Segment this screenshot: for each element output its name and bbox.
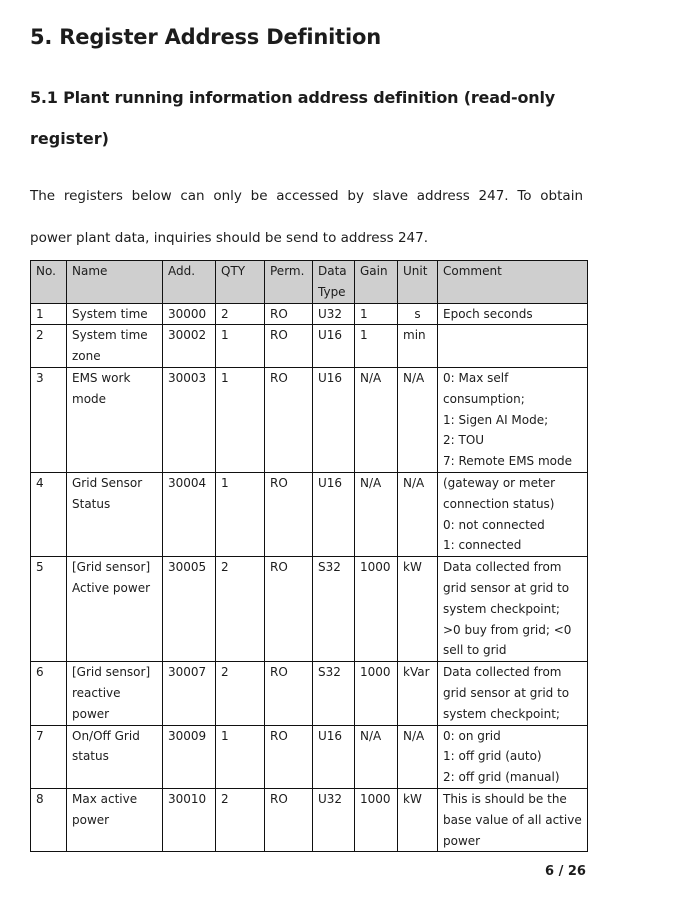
register-table — [30, 260, 588, 852]
cell-data-type: S32 — [313, 557, 355, 662]
cell-data-type: U16 — [313, 472, 355, 556]
cell-unit: kVar — [398, 662, 438, 725]
cell-unit: min — [398, 325, 438, 368]
cell-comment: Data collected from grid sensor at grid to system checkpoint; >0 buy from grid; <0 sell to grid — [438, 557, 588, 662]
cell-no: 2 — [31, 325, 67, 368]
cell-gain: N/A — [355, 367, 398, 472]
cell-no: 5 — [31, 557, 67, 662]
cell-qty: 1 — [216, 472, 265, 556]
page-number: 6 / 26 — [545, 864, 586, 879]
cell-unit: N/A — [398, 725, 438, 788]
cell-name: EMS work mode — [67, 367, 163, 472]
cell-unit: kW — [398, 788, 438, 851]
cell-name: [Grid sensor] reactive power — [67, 662, 163, 725]
cell-comment: 0: on grid 1: off grid (auto) 2: off grid (manual) — [438, 725, 588, 788]
cell-name: On/Off Grid status — [67, 725, 163, 788]
cell-data-type: U32 — [313, 303, 355, 325]
cell-comment: Data collected from grid sensor at grid to system checkpoint; — [438, 662, 588, 725]
cell-data-type: U16 — [313, 367, 355, 472]
cell-no: 8 — [31, 788, 67, 851]
cell-comment — [438, 325, 588, 368]
cell-gain: 1 — [355, 303, 398, 325]
cell-address: 30009 — [163, 725, 216, 788]
cell-data-type: U16 — [313, 325, 355, 368]
header-perm: Perm. — [265, 261, 313, 304]
cell-qty: 2 — [216, 303, 265, 325]
table-row — [31, 325, 588, 368]
subsection-heading-line1: 5.1 Plant running information address definition (read-only — [30, 88, 555, 107]
table-row — [31, 303, 588, 325]
cell-comment: 0: Max self consumption; 1: Sigen AI Mode; 2: TOU 7: Remote EMS mode — [438, 367, 588, 472]
header-gain: Gain — [355, 261, 398, 304]
cell-name: System time zone — [67, 325, 163, 368]
cell-comment: (gateway or meter connection status) 0: not connected 1: connected — [438, 472, 588, 556]
intro-paragraph-line1: The registers below can only be accessed by slave address 247. To obtain — [30, 188, 583, 204]
header-unit: Unit — [398, 261, 438, 304]
table-header-row — [31, 261, 588, 304]
cell-comment: This is should be the base value of all active power — [438, 788, 588, 851]
cell-unit: kW — [398, 557, 438, 662]
header-comment: Comment — [438, 261, 588, 304]
cell-qty: 1 — [216, 725, 265, 788]
cell-unit: s — [398, 303, 438, 325]
subsection-heading-line2: register) — [30, 129, 109, 148]
cell-data-type: U16 — [313, 725, 355, 788]
cell-perm: RO — [265, 367, 313, 472]
header-data-type: Data Type — [313, 261, 355, 304]
table-row — [31, 472, 588, 556]
intro-paragraph-line2: power plant data, inquiries should be send to address 247. — [30, 230, 429, 246]
cell-no: 7 — [31, 725, 67, 788]
cell-gain: 1000 — [355, 662, 398, 725]
cell-perm: RO — [265, 662, 313, 725]
cell-perm: RO — [265, 788, 313, 851]
cell-address: 30004 — [163, 472, 216, 556]
cell-no: 4 — [31, 472, 67, 556]
cell-gain: 1 — [355, 325, 398, 368]
cell-unit: N/A — [398, 472, 438, 556]
cell-comment: Epoch seconds — [438, 303, 588, 325]
cell-no: 3 — [31, 367, 67, 472]
cell-qty: 2 — [216, 788, 265, 851]
cell-name: Max active power — [67, 788, 163, 851]
cell-data-type: U32 — [313, 788, 355, 851]
header-no: No. — [31, 261, 67, 304]
cell-perm: RO — [265, 472, 313, 556]
cell-qty: 2 — [216, 662, 265, 725]
cell-qty: 2 — [216, 557, 265, 662]
table-row — [31, 662, 588, 725]
cell-data-type: S32 — [313, 662, 355, 725]
cell-unit: N/A — [398, 367, 438, 472]
cell-name: Grid Sensor Status — [67, 472, 163, 556]
table-row — [31, 788, 588, 851]
cell-perm: RO — [265, 557, 313, 662]
cell-gain: N/A — [355, 725, 398, 788]
header-name: Name — [67, 261, 163, 304]
cell-address: 30005 — [163, 557, 216, 662]
cell-no: 1 — [31, 303, 67, 325]
cell-name: [Grid sensor] Active power — [67, 557, 163, 662]
table-row — [31, 557, 588, 662]
cell-address: 30000 — [163, 303, 216, 325]
cell-gain: 1000 — [355, 557, 398, 662]
cell-address: 30010 — [163, 788, 216, 851]
cell-qty: 1 — [216, 325, 265, 368]
header-qty: QTY — [216, 261, 265, 304]
table-row — [31, 725, 588, 788]
cell-address: 30003 — [163, 367, 216, 472]
cell-qty: 1 — [216, 367, 265, 472]
cell-address: 30002 — [163, 325, 216, 368]
cell-perm: RO — [265, 725, 313, 788]
cell-perm: RO — [265, 325, 313, 368]
section-heading: 5. Register Address Definition — [30, 25, 381, 49]
cell-name: System time — [67, 303, 163, 325]
cell-perm: RO — [265, 303, 313, 325]
cell-gain: 1000 — [355, 788, 398, 851]
cell-no: 6 — [31, 662, 67, 725]
cell-gain: N/A — [355, 472, 398, 556]
table-row — [31, 367, 588, 472]
cell-address: 30007 — [163, 662, 216, 725]
header-add: Add. — [163, 261, 216, 304]
